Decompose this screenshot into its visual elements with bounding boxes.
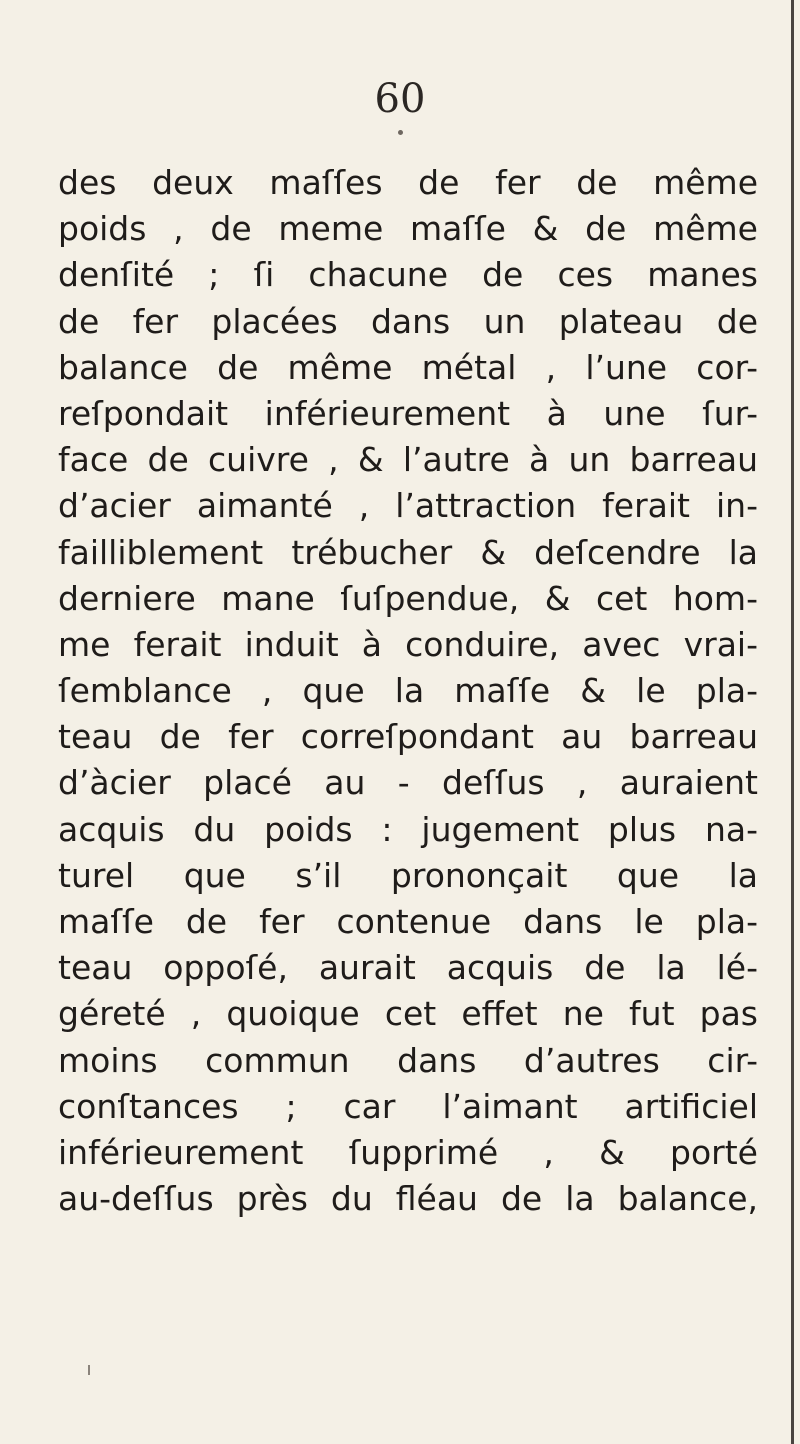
text-line: moins commun dans d’autres cir- bbox=[58, 1040, 758, 1080]
ink-dot bbox=[398, 130, 403, 135]
text-line: d’acier aimanté , l’attraction ferait in- bbox=[58, 486, 758, 526]
text-line: teau oppoſé, aurait acquis de la lé- bbox=[58, 948, 758, 988]
text-line: turel que s’il prononçait que la bbox=[58, 855, 758, 895]
text-line: balance de même métal , l’une cor- bbox=[58, 347, 758, 387]
text-line: ſemblance , que la maſſe & le pla- bbox=[58, 671, 758, 711]
body-text bbox=[58, 160, 758, 1222]
text-line: failliblement trébucher & deſcendre la bbox=[58, 532, 758, 572]
text-line: de fer placées dans un plateau de bbox=[58, 301, 758, 341]
text-line: au-deſſus près du fléau de la balance, bbox=[58, 1179, 758, 1219]
text-line: face de cuivre , & l’autre à un barreau bbox=[58, 440, 758, 480]
text-line: d’àcier placé au - deſſus , auraient bbox=[58, 763, 758, 803]
text-line: des deux maſſes de fer de même bbox=[58, 163, 758, 202]
page-edge bbox=[791, 0, 794, 1444]
text-line: derniere mane ſuſpendue, & cet hom- bbox=[58, 578, 758, 618]
text-line: denſité ; ſi chacune de ces manes bbox=[58, 255, 758, 295]
text-line: me ferait induit à conduire, avec vrai- bbox=[58, 624, 758, 664]
text-line: poids , de meme maſſe & de même bbox=[58, 209, 758, 249]
text-line: acquis du poids : jugement plus na- bbox=[58, 809, 758, 849]
text-line: géreté , quoique cet effet ne fut pas bbox=[58, 994, 758, 1034]
ink-mark bbox=[88, 1365, 90, 1375]
text-line: maſſe de fer contenue dans le pla- bbox=[58, 902, 758, 941]
text-line: reſpondait inférieurement à une ſur- bbox=[58, 393, 758, 433]
page-number: 60 bbox=[374, 76, 426, 122]
text-line: conſtances ; car l’aimant artificiel bbox=[58, 1086, 758, 1126]
text-line: inférieurement ſupprimé , & porté bbox=[58, 1132, 758, 1172]
text-line: teau de fer correſpondant au barreau bbox=[58, 717, 758, 757]
